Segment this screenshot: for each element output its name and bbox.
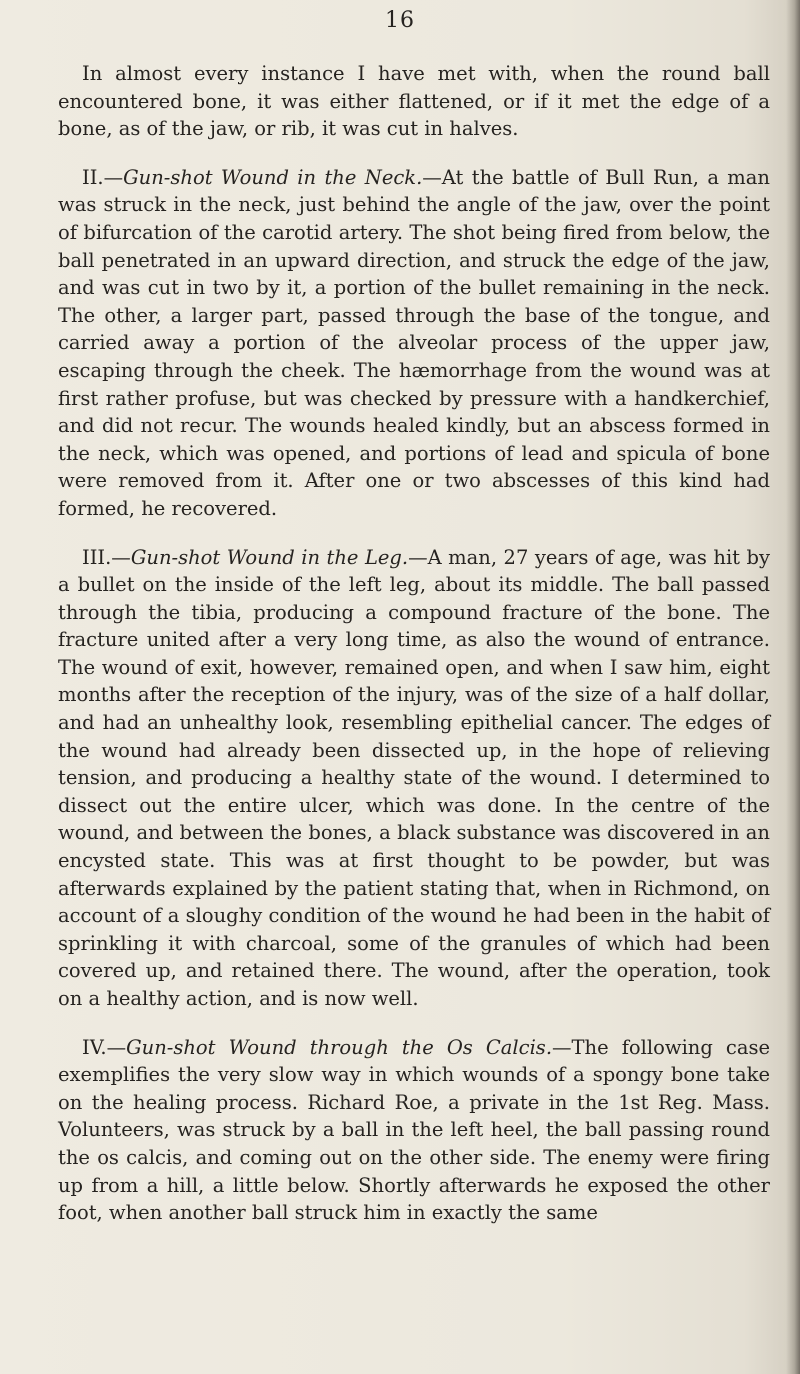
paragraph-intro <box>58 60 770 143</box>
case-text: —At the battle of Bull Run, a man was struck in the neck, just behind the angle of the jaw, over the point of bifurcation of the carotid artery. The shot being fired from below, the ball penetrated in an upward direction, and struck the edge of the jaw, and was cut in two by it, a portion of the bullet remaining in the neck. The other, a larger part, passed through the base of the tongue, and carried away a portion of the alveolar process of the upper jaw, escaping through the cheek. The hæmorrhage from the wound was at first rather profuse, but was checked by pressure with a handkerchief, and did not recur. The wounds healed kindly, but an abscess formed in the neck, which was opened, and portions of lead and spicula of bone were removed from it. After one or two abscesses of this kind had formed, he recovered. <box>58 165 770 520</box>
case-text: —The following case exemplifies the very slow way in which wounds of a spongy bone take on the healing process. Richard Roe, a private in the 1st Reg. Mass. Volunteers, was struck by a ball in the left heel, the ball passing round the os calcis, and coming out on the other side. The enemy were firing up from a hill, a little below. Shortly afterwards he exposed the other foot, when another ball struck him in exactly the same <box>58 1035 770 1225</box>
page-edge-shadow <box>786 0 800 1374</box>
case-title: Gun-shot Wound through the Os Calcis. <box>126 1035 553 1059</box>
case-numeral: IV.— <box>82 1035 127 1059</box>
case-numeral: III.— <box>82 545 131 569</box>
case-os-calcis-paragraph <box>58 1034 770 1227</box>
page-number: 16 <box>385 8 415 33</box>
body-text <box>58 60 770 1227</box>
case-title: Gun-shot Wound in the Neck. <box>123 165 423 189</box>
case-text: —A man, 27 years of age, was hit by a bullet on the inside of the left leg, about its middle. The ball passed through the tibia, producing a compound fracture of the bone. The fracture united after a very long time, as also the wound of entrance. The wound of exit, however, remained open, and when I saw him, eight months after the reception of the injury, was of the size of a half dollar, and had an unhealthy look, resembling epithelial cancer. The edges of the wound had already been dissected up, in the hope of relieving tension, and producing a healthy state of the wound. I determined to dissect out the entire ulcer, which was done. In the centre of the wound, and between the bones, a black substance was discovered in an encysted state. This was at first thought to be powder, but was afterwards explained by the patient stating that, when in Richmond, on account of a sloughy condition of the wound he had been in the habit of sprinkling it with charcoal, some of the granules of which had been covered up, and retained there. The wound, after the operation, took on a healthy action, and is now well. <box>58 545 770 1010</box>
case-neck-paragraph <box>58 164 770 523</box>
case-leg-paragraph <box>58 544 770 1013</box>
case-numeral: II.— <box>82 165 124 189</box>
case-title: Gun-shot Wound in the Leg. <box>130 545 409 569</box>
paragraph-text: In almost every instance I have met with, when the round ball encountered bone, it was either flattened, or if it met the edge of a bone, as of the jaw, or rib, it was cut in halves. <box>58 62 770 141</box>
